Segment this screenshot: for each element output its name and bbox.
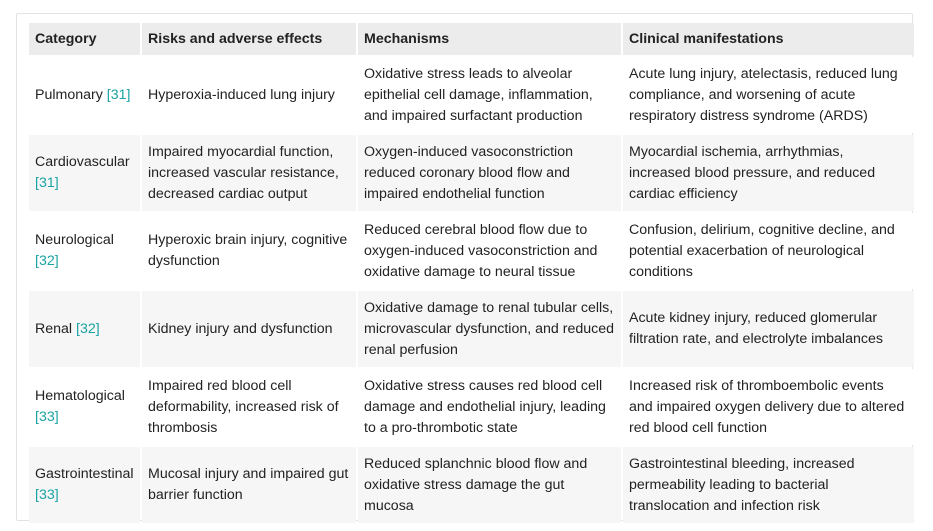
cell-clinical: Increased risk of thromboembolic events and impaired oxygen delivery due to altered red blood cell function (623, 369, 914, 445)
category-label: Cardiovascular (35, 154, 130, 170)
table-frame (16, 13, 913, 521)
header-clinical: Clinical manifestations (623, 23, 914, 55)
header-risks: Risks and adverse effects (142, 23, 356, 55)
cell-risks: Hyperoxia-induced lung injury (142, 57, 356, 133)
cell-mechanisms: Reduced splanchnic blood flow and oxidative stress damage the gut mucosa (358, 447, 621, 523)
cell-risks: Impaired myocardial function, increased vascular resistance, decreased cardiac output (142, 135, 356, 211)
category-label: Renal (35, 320, 73, 337)
cell-category (29, 291, 140, 367)
cell-mechanisms: Oxidative stress causes red blood cell damage and endothelial injury, leading to a pro-thrombotic state (358, 369, 621, 445)
cell-category (29, 213, 140, 289)
cell-category (29, 447, 140, 523)
table-row (29, 135, 914, 211)
cell-risks: Hyperoxic brain injury, cognitive dysfunction (142, 213, 356, 289)
cell-category (29, 369, 140, 445)
header-mechanisms: Mechanisms (358, 23, 621, 55)
cell-risks: Mucosal injury and impaired gut barrier function (142, 447, 356, 523)
cell-clinical: Gastrointestinal bleeding, increased permeability leading to bacterial translocation and infection risk (623, 447, 914, 523)
table-row (29, 57, 914, 133)
reference-link[interactable]: [31] (106, 86, 131, 103)
table-row (29, 213, 914, 289)
category-label: Gastrointestinal (35, 466, 134, 482)
cell-clinical: Confusion, delirium, cognitive decline, and potential exacerbation of neurological conditions (623, 213, 914, 289)
table-row (29, 369, 914, 445)
cell-mechanisms: Oxidative stress leads to alveolar epithelial cell damage, inflammation, and impaired surfactant production (358, 57, 621, 133)
table-row (29, 447, 914, 523)
reference-link[interactable]: [31] (35, 175, 59, 191)
category-label: Pulmonary (35, 86, 103, 103)
table-header-row (29, 23, 914, 55)
header-category: Category (29, 23, 140, 55)
cell-category (29, 57, 140, 133)
cell-clinical: Acute kidney injury, reduced glomerular filtration rate, and electrolyte imbalances (623, 291, 914, 367)
category-label: Hematological (35, 388, 125, 404)
cell-category (29, 135, 140, 211)
table-row (29, 291, 914, 367)
reference-link[interactable]: [32] (35, 253, 59, 269)
cell-clinical: Acute lung injury, atelectasis, reduced lung compliance, and worsening of acute respiratory distress syndrome (ARDS) (623, 57, 914, 133)
reference-link[interactable]: [33] (35, 409, 59, 425)
reference-link[interactable]: [33] (35, 487, 59, 503)
cell-mechanisms: Oxidative damage to renal tubular cells, microvascular dysfunction, and reduced renal perfusion (358, 291, 621, 367)
risks-table (27, 21, 916, 525)
category-label: Neurological (35, 232, 114, 248)
reference-link[interactable]: [32] (76, 320, 100, 337)
cell-risks: Kidney injury and dysfunction (142, 291, 356, 367)
cell-mechanisms: Oxygen-induced vasoconstriction reduced coronary blood flow and impaired endothelial function (358, 135, 621, 211)
cell-risks: Impaired red blood cell deformability, increased risk of thrombosis (142, 369, 356, 445)
cell-clinical: Myocardial ischemia, arrhythmias, increased blood pressure, and reduced cardiac efficiency (623, 135, 914, 211)
cell-mechanisms: Reduced cerebral blood flow due to oxygen-induced vasoconstriction and oxidative damage to neural tissue (358, 213, 621, 289)
